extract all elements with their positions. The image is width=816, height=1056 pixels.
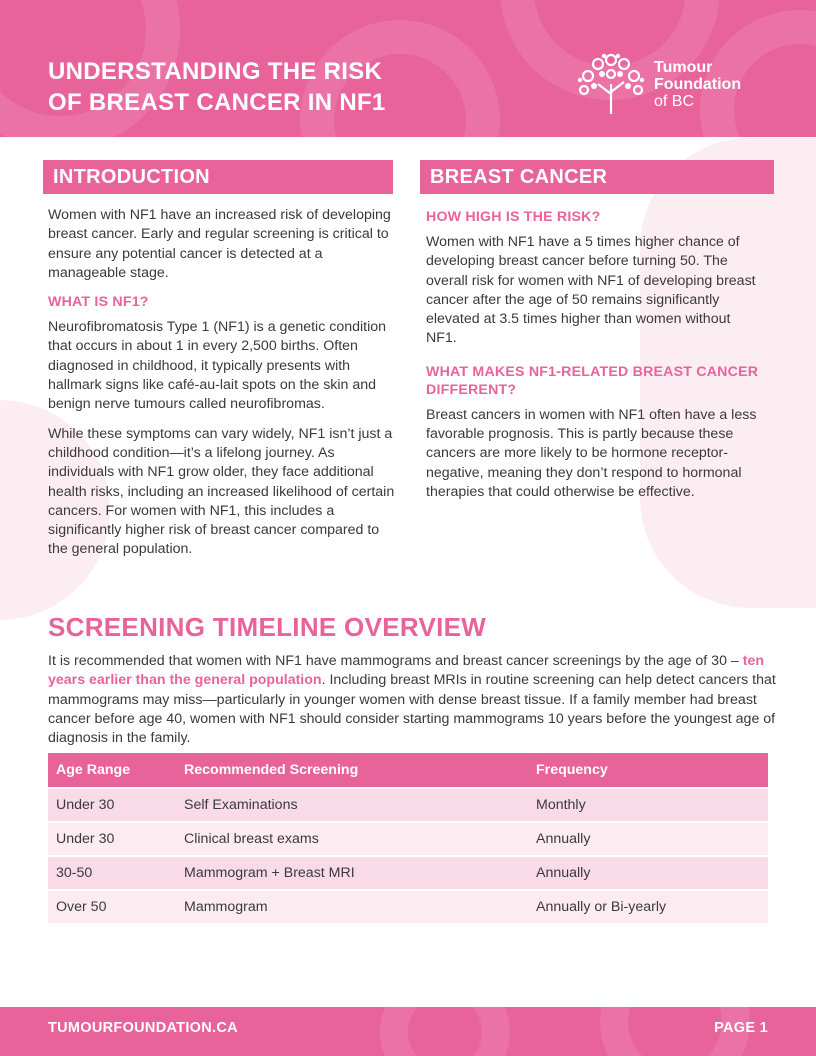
table-cell: Annually or Bi-yearly (528, 891, 768, 923)
table-row (48, 857, 768, 889)
table-cell: Under 30 (48, 823, 176, 855)
table-header-row (48, 753, 768, 787)
breast-cancer-column (426, 198, 762, 512)
page-footer (0, 1007, 816, 1056)
difference-paragraph: Breast cancers in women with NF1 often have a less favorable prognosis. This is partly because these cancers are more likely to be hormone receptor-negative, meaning they don’t respond to hormonal therapies that could otherwise be effective. (426, 406, 757, 500)
breast-cancer-heading: BREAST CANCER (420, 160, 774, 194)
intro-text-end: . Including breast MRIs in routine screening can help detect cancers that mammograms may miss—particularly in younger women with dense breast tissue. If a family member had breast cancer before age 40, women with NF1 should consider starting mammograms 10 years before the youngest age of diagnosis in the family. (48, 672, 776, 747)
risk-paragraph: Women with NF1 have a 5 times higher chance of developing breast cancer before turning 50. The overall risk for women with NF1 of developing breast cancer after the age of 50 remains significantly elevated at 3.5 times higher than women without NF1. (426, 234, 756, 347)
intro-highlight: ten years earlier than the general population (48, 653, 765, 689)
page-title (48, 56, 468, 118)
screening-timeline-heading: SCREENING TIMELINE OVERVIEW (48, 612, 487, 642)
table-cell: Under 30 (48, 789, 176, 821)
introduction-paragraph: Women with NF1 have an increased risk of developing breast cancer. Early and regular screening is critical to ensure any potential cancer is detected at a manageable stage. (48, 207, 391, 281)
page-title-line2: OF BREAST CANCER IN NF1 (48, 89, 386, 116)
foundation-logo (572, 52, 772, 122)
table-cell: Mammogram + Breast MRI (176, 857, 528, 889)
introduction-column (48, 206, 396, 570)
page-number: PAGE 1 (714, 1020, 768, 1036)
screening-table (48, 751, 768, 925)
what-is-nf1-paragraph-1: Neurofibromatosis Type 1 (NF1) is a genetic condition that occurs in about 1 in every 2,500 births. Often diagnosed in childhood, it typically presents with hallmark signs like café-au-lait spots on the skin and benign nerve tumours called neurofibromas. (48, 319, 387, 413)
table-cell: Mammogram (176, 891, 528, 923)
table-cell: Annually (528, 857, 768, 889)
difference-heading: WHAT MAKES NF1-RELATED BREAST CANCER DIFFERENT? (426, 363, 759, 398)
table-cell: Monthly (528, 789, 768, 821)
tree-icon (576, 52, 646, 116)
what-is-nf1-heading: WHAT IS NF1? (48, 294, 149, 311)
footer-decoration (380, 1007, 510, 1056)
introduction-heading: INTRODUCTION (43, 160, 393, 194)
table-cell: Clinical breast exams (176, 823, 528, 855)
table-row (48, 891, 768, 923)
what-is-nf1-paragraph-2: While these symptoms can vary widely, NF1 isn’t just a childhood condition—it’s a lifelong journey. As individuals with NF1 grow older, they face additional health risks, including an increased likelihood of certain cancers. For women with NF1, this includes a significantly higher risk of breast cancer compared to the general population. (48, 425, 395, 558)
table-row (48, 789, 768, 821)
footer-website-link[interactable]: TUMOURFOUNDATION.CA (48, 1020, 238, 1036)
column-header-frequency: Frequency (528, 753, 768, 787)
risk-heading: HOW HIGH IS THE RISK? (426, 209, 601, 225)
column-header-age-range: Age Range (48, 753, 176, 787)
table-row (48, 823, 768, 855)
page-header (0, 0, 816, 137)
column-header-screening: Recommended Screening (176, 753, 528, 787)
page-title-line1: UNDERSTANDING THE RISK (48, 58, 383, 85)
logo-text (654, 59, 741, 110)
logo-line2: Foundation (654, 76, 742, 93)
table-cell: Self Examinations (176, 789, 528, 821)
table-cell: Over 50 (48, 891, 176, 923)
screening-timeline-intro (48, 652, 778, 748)
intro-text-start: It is recommended that women with NF1 have mammograms and breast cancer screenings by the age of 30 – (48, 653, 743, 669)
table-cell: Annually (528, 823, 768, 855)
logo-line3: of BC (654, 93, 695, 110)
logo-line1: Tumour (654, 59, 713, 76)
table-cell: 30-50 (48, 857, 176, 889)
